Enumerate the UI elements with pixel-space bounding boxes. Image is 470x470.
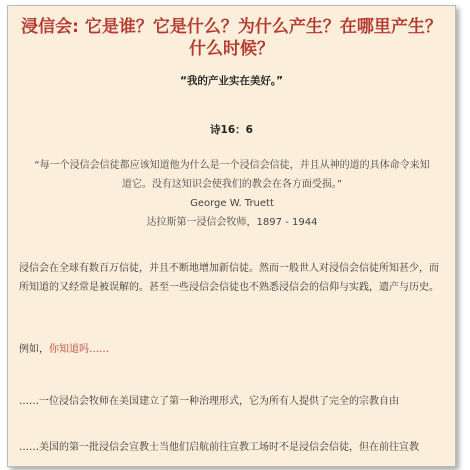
did-you-know-link[interactable]: 你知道吗…… <box>49 344 109 355</box>
article-page <box>7 5 456 467</box>
fact-paragraph: ……一位浸信会牧师在美国建立了第一种治理形式，它为所有人提供了完全的宗教自由 <box>19 396 399 407</box>
quote-author: George W. Truett <box>190 198 274 209</box>
quote-block <box>32 156 432 232</box>
intro-paragraph: 浸信会在全球有数百万信徒，并且不断地增加新信徒。然而一般世人对浸信会信徒所知甚少，而所知道的又经常是被误解的。甚至一些浸信会信徒也不熟悉浸信会的信仰与实践，遗产与历史。 <box>19 263 439 293</box>
quote-attribution: 达拉斯第一浸信会牧师，1897 - 1944 <box>146 217 318 228</box>
verse-reference: 诗16：6 <box>210 124 253 136</box>
article-subtitle: “我的产业实在美好。” <box>179 75 284 87</box>
did-you-know-paragraph <box>19 340 444 359</box>
did-you-know-prefix: 例如， <box>19 344 49 355</box>
fact-paragraph: ……美国的第一批浸信会宣教士当他们启航前往宣教工场时不是浸信会信徒，但在前往宣教 <box>19 442 419 453</box>
article-title: 浸信会: 它是谁？它是什么？为什么产生？在哪里产生？什么时候？ <box>21 17 442 59</box>
quote-text: “每一个浸信会信徒都应该知道他为什么是一个浸信会信徒，并且从神的道的具体命令来知道它。没有这知识会使我们的教会在各方面受损。” <box>34 160 430 190</box>
